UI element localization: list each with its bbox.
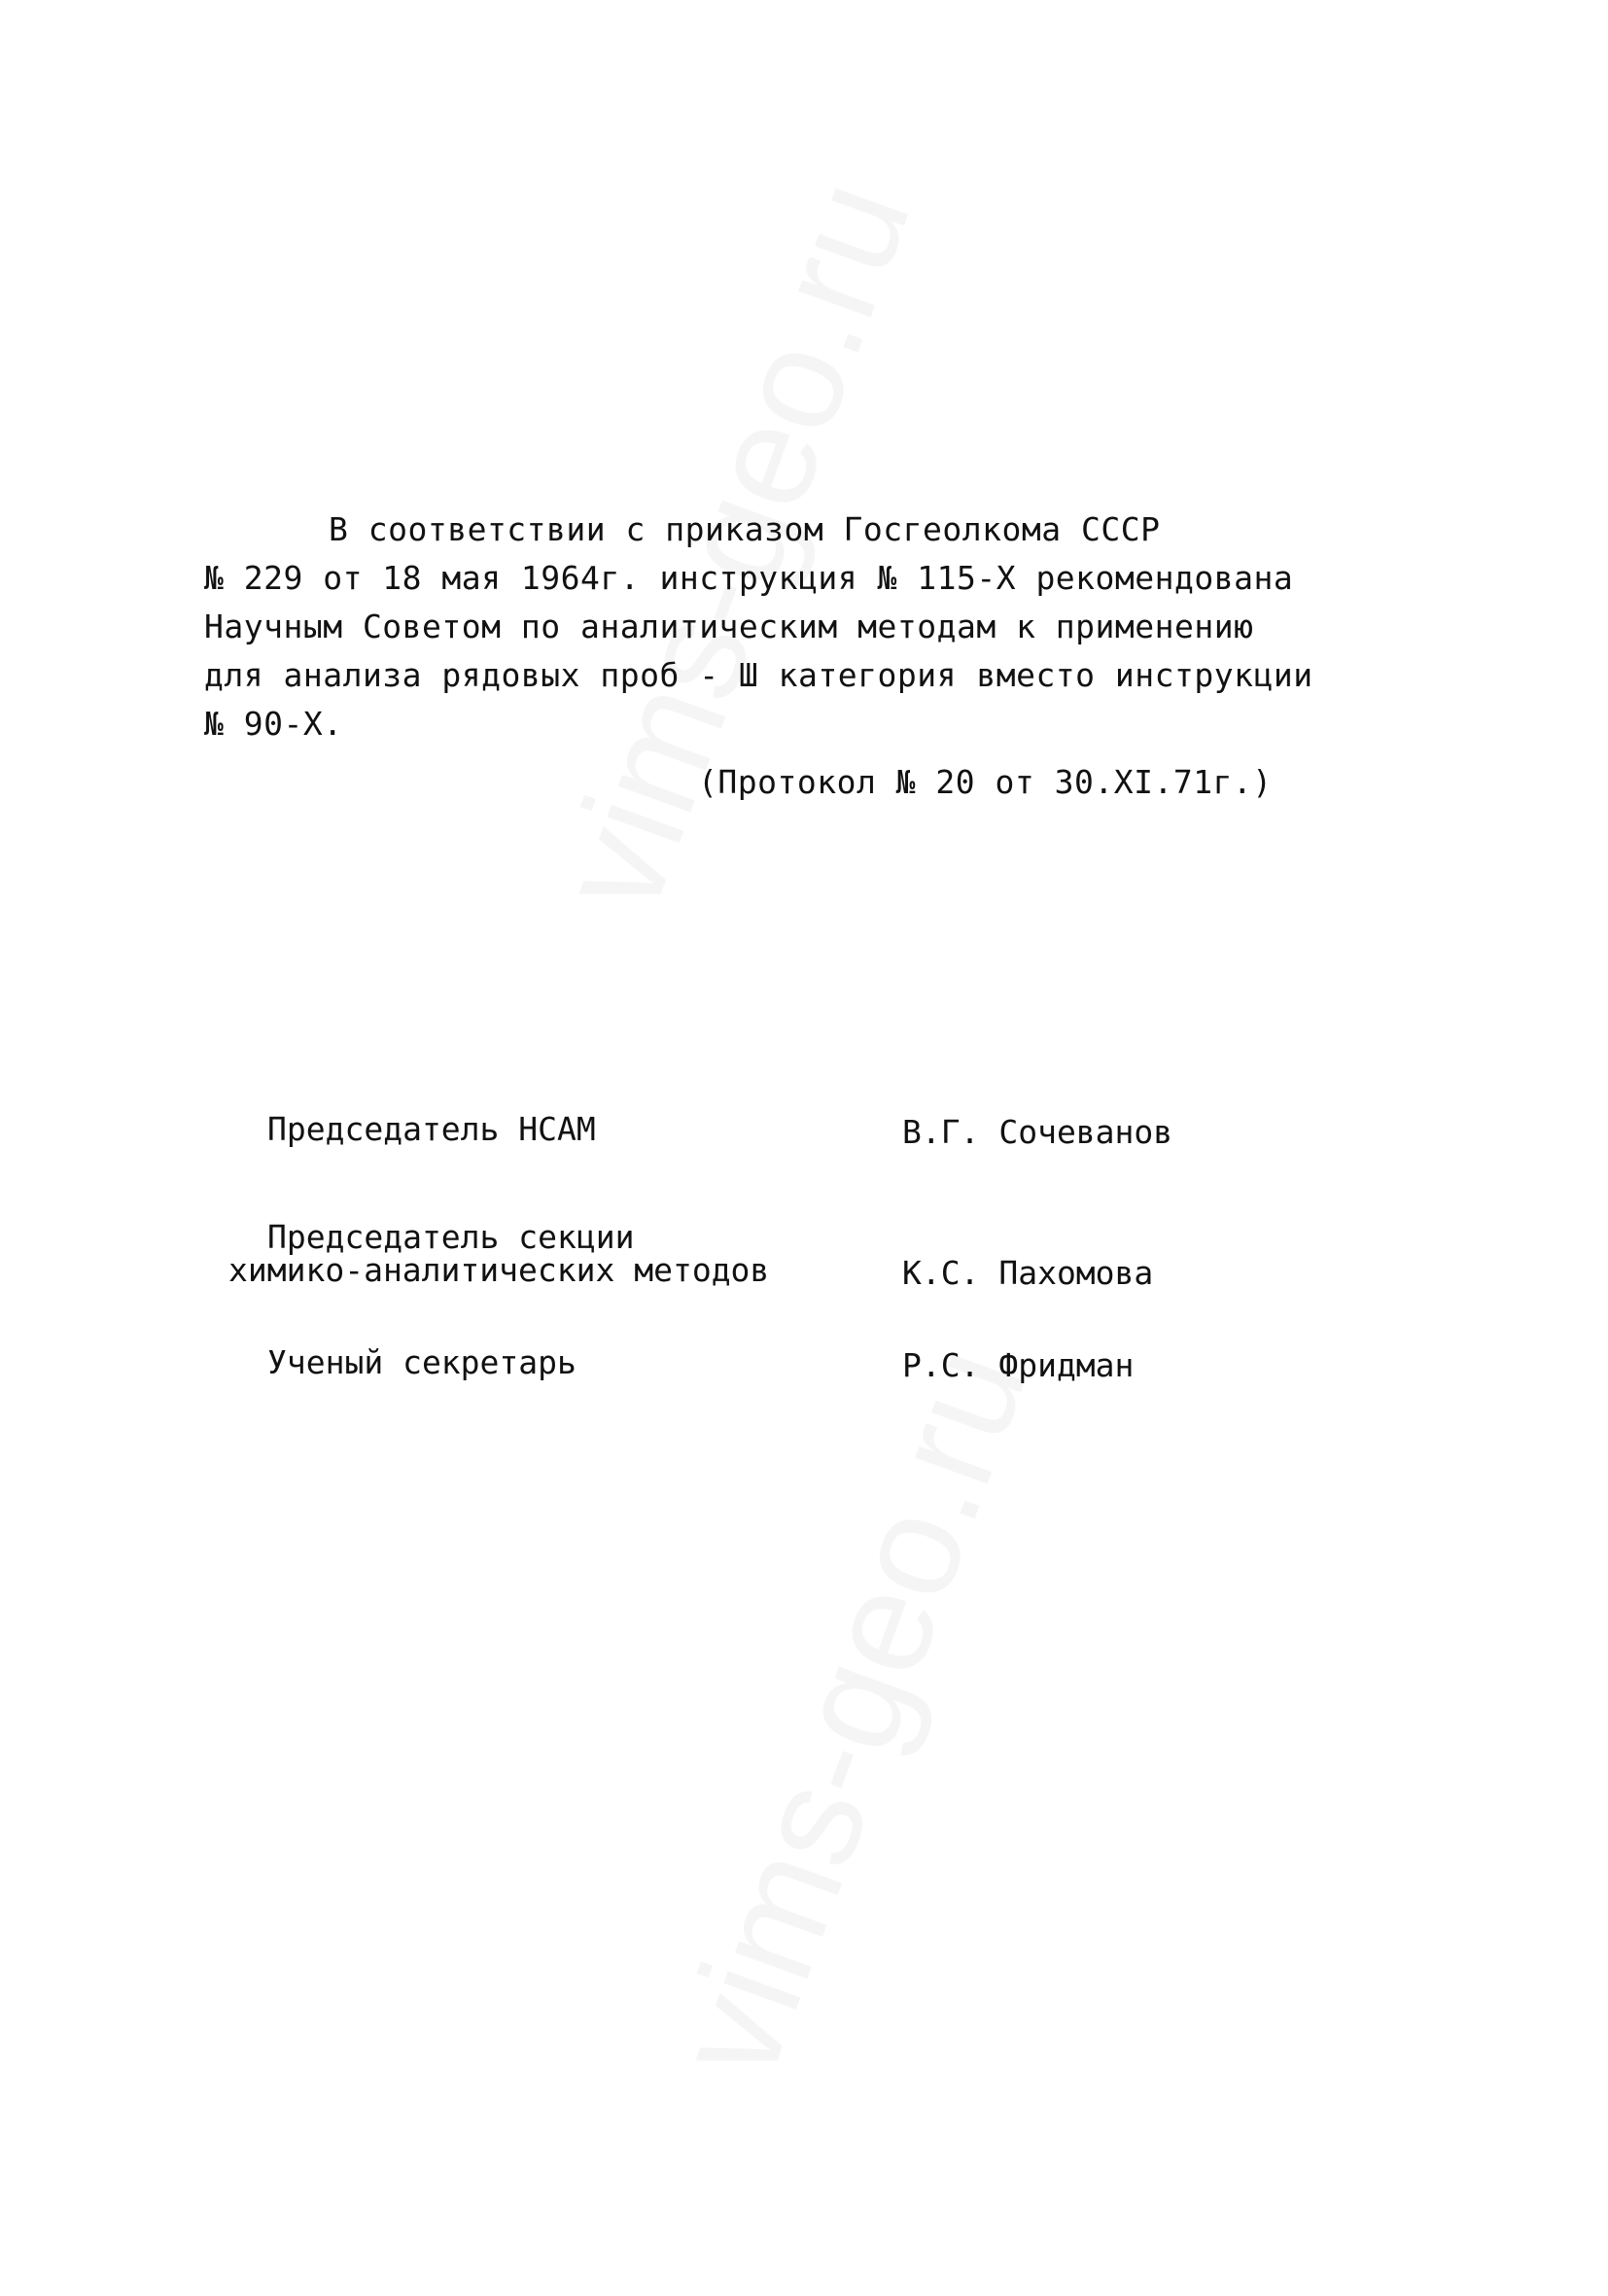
signature-row bbox=[0, 1343, 1608, 1405]
paragraph-line: В соответствии с приказом Госгеолкома СССР bbox=[329, 510, 1161, 548]
signature-name: В.Г. Сочеванов bbox=[902, 1113, 1173, 1151]
signature-name: К.С. Пахомова bbox=[902, 1254, 1154, 1292]
decision-paragraph bbox=[204, 505, 1313, 748]
signature-name: Р.С. Фридман bbox=[902, 1346, 1135, 1384]
signature-title: Председатель НСАМ bbox=[267, 1110, 596, 1148]
signature-row bbox=[0, 1110, 1608, 1171]
paragraph-line: Научным Советом по аналитическим методам к применению bbox=[204, 608, 1254, 645]
signature-title: Ученый секретарь bbox=[267, 1343, 577, 1381]
paragraph-line: № 90-Х. bbox=[204, 705, 343, 743]
paragraph-line: для анализа рядовых проб - Ш категория вместо инструкции bbox=[204, 656, 1313, 694]
watermark bbox=[642, 1326, 1061, 2099]
signature-title-continued: химико-аналитических методов bbox=[228, 1251, 770, 1289]
paragraph-line: № 229 от 18 мая 1964г. инструкция № 115-Х рекомендована bbox=[204, 559, 1294, 597]
protocol-reference: (Протокол № 20 от 30.XI.71г.) bbox=[698, 763, 1273, 801]
signature-row bbox=[0, 1218, 1608, 1308]
signature-title: Председатель секции bbox=[267, 1218, 635, 1256]
